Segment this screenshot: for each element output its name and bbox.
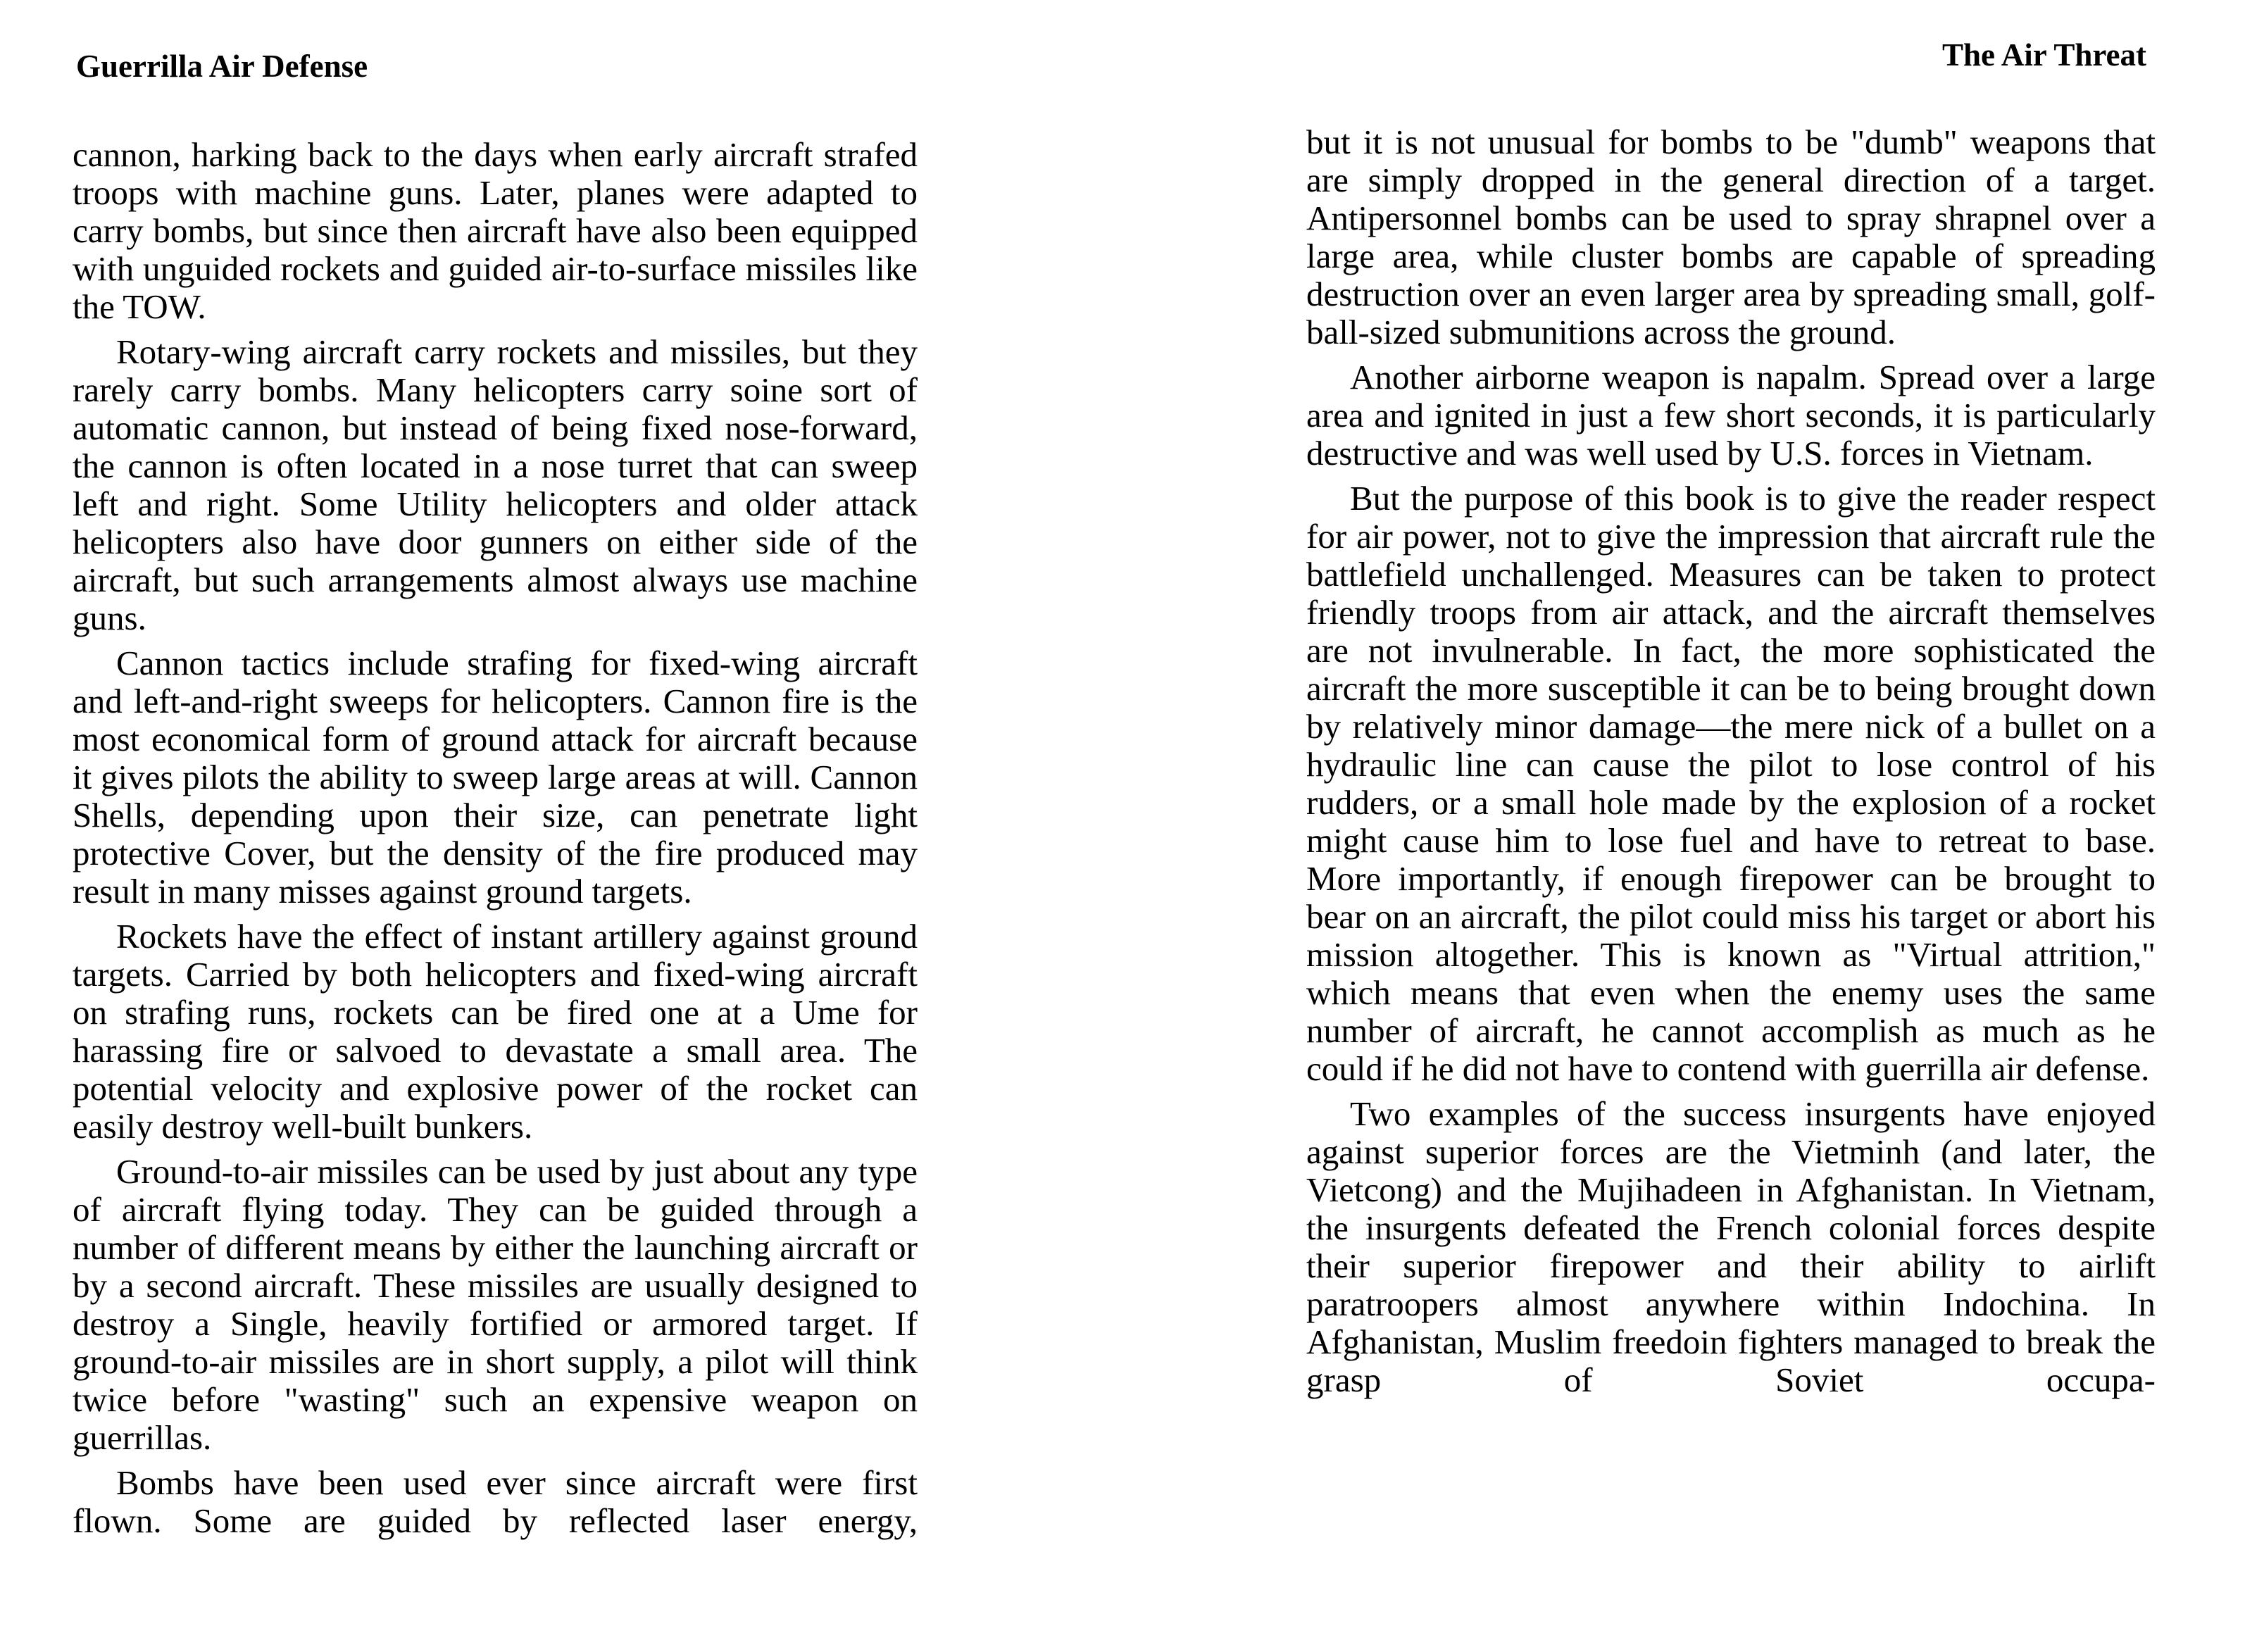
- left-running-head: Guerrilla Air Defense: [76, 49, 368, 84]
- right-running-head: The Air Threat: [1941, 37, 2146, 73]
- right-paragraph-4: Two examples of the success insurgents have enjoyed against superior forces are the Vietminh (and later, the Vietcong) and the Mujihadeen in Afghanistan. In Vietnam, the insurgents defeated the French colonial forces despite their superior firepower and their ability to airlift paratroopers almost anywhere within Indochina. In Afghanistan, Muslim freedoin fighters managed to break the grasp of Soviet occupa-: [1306, 1094, 2156, 1399]
- left-paragraph-2: Rotary-wing aircraft carry rockets and missiles, but they rarely carry bombs. Many helicopters carry soine sort of automatic cannon, but instead of being fixed nose-forward, the cannon is often located in a nose turret that can sweep left and right. Some Utility helicopters and older attack helicopters also have door gunners on either side of the aircraft, but such arrangements almost always use machine guns.: [73, 332, 918, 637]
- left-paragraph-3: Cannon tactics include strafing for fixed-wing aircraft and left-and-right sweeps for helicopters. Cannon fire is the most economical form of ground attack for aircraft because it gives pilots the ability to sweep large areas at will. Cannon Shells, depending upon their size, can penetrate light protective Cover, but the density of the fire produced may result in many misses against ground targets.: [73, 644, 918, 911]
- left-page-body: [73, 136, 918, 1547]
- right-page-body: [1306, 123, 2156, 1406]
- left-paragraph-6: Bombs have been used ever since aircraft were first flown. Some are guided by reflected laser energy,: [73, 1463, 918, 1540]
- right-paragraph-2: Another airborne weapon is napalm. Spread over a large area and ignited in just a few short seconds, it is particularly destructive and was well used by U.S. forces in Vietnam.: [1306, 358, 2156, 473]
- left-paragraph-5: Ground-to-air missiles can be used by just about any type of aircraft flying today. They can be guided through a number of different means by either the launching aircraft or by a second aircraft. These missiles are usually designed to destroy a Single, heavily fortified or armored target. If ground-to-air missiles are in short supply, a pilot will think twice before "wasting" such an expensive weapon on guerrillas.: [73, 1152, 918, 1457]
- left-paragraph-4: Rockets have the effect of instant artillery against ground targets. Carried by both helicopters and fixed-wing aircraft on strafing runs, rockets can be fired one at a Ume for harassing fire or salvoed to devastate a small area. The potential velocity and explosive power of the rocket can easily destroy well-built bunkers.: [73, 917, 918, 1146]
- left-paragraph-1: cannon, harking back to the days when early aircraft strafed troops with machine guns. Later, planes were adapted to carry bombs, but since then aircraft have also been equipped with unguided rockets and guided air-to-surface missiles like the TOW.: [73, 135, 918, 326]
- right-paragraph-1: but it is not unusual for bombs to be "dumb" weapons that are simply dropped in the general direction of a target. Antipersonnel bombs can be used to spray shrapnel over a large area, while cluster bombs are capable of spreading destruction over an even larger area by spreading small, golf-ball-sized submunitions across the ground.: [1306, 123, 2156, 351]
- right-paragraph-3: But the purpose of this book is to give the reader respect for air power, not to give the impression that aircraft rule the battlefield unchallenged. Measures can be taken to protect friendly troops from air attack, and the aircraft themselves are not invulnerable. In fact, the more sophisticated the aircraft the more susceptible it can be to being brought down by relatively minor damage—the mere nick of a bullet on a hydraulic line can cause the pilot to lose control of his rudders, or a small hole made by the explosion of a rocket might cause him to lose fuel and have to retreat to base. More importantly, if enough firepower can be brought to bear on an aircraft, the pilot could miss his target or abort his mission altogether. This is known as "Virtual attrition," which means that even when the enemy uses the same number of aircraft, he cannot accomplish as much as he could if he did not have to contend with guerrilla air defense.: [1306, 479, 2156, 1088]
